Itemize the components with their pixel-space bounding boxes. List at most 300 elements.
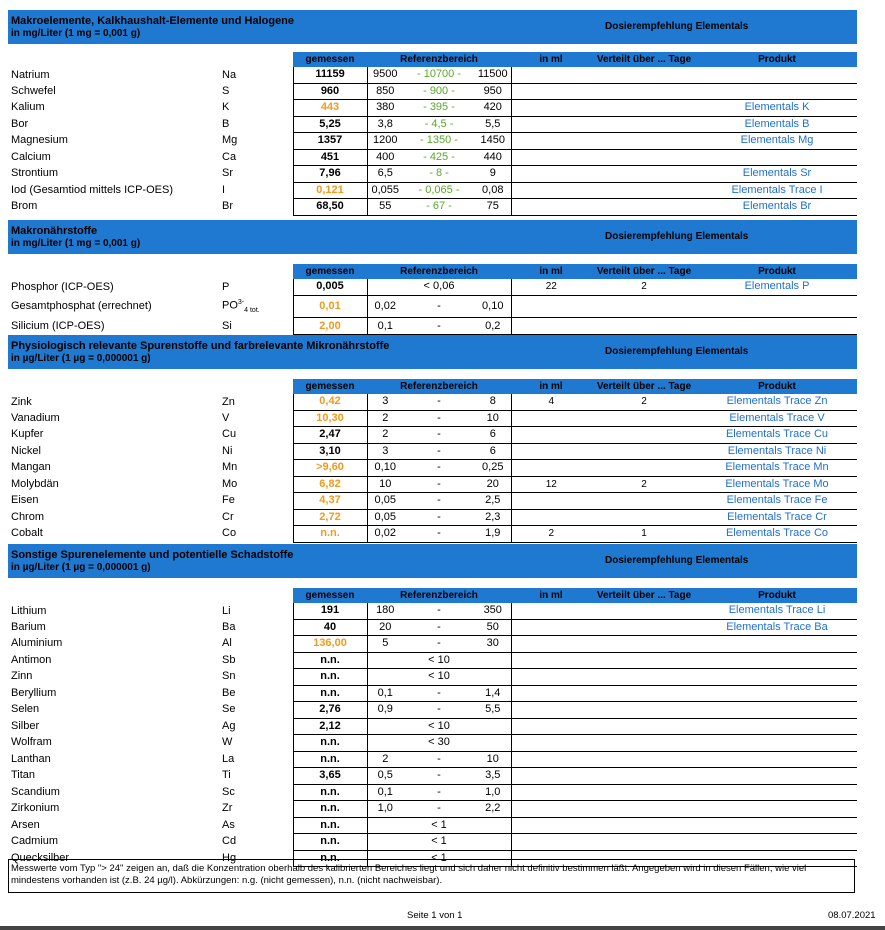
measured-value: 3,10: [293, 443, 367, 460]
element-name: Natrium: [11, 68, 50, 81]
dose-ml: [511, 718, 591, 735]
element-symbol-text: Ca: [222, 150, 237, 163]
dose-days: 2: [591, 279, 697, 295]
product-link[interactable]: Elementals Trace Zn: [697, 394, 857, 410]
measured-value: n.n.: [293, 652, 367, 669]
reference-range: < 10: [367, 652, 511, 669]
measured-value: 0,01: [293, 295, 367, 318]
section-unit: in mg/Liter (1 mg = 0,001 g): [11, 28, 141, 39]
measured-value: 0,42: [293, 394, 367, 410]
table-header-row: [8, 379, 857, 394]
element-symbol-text: Cd: [222, 835, 237, 848]
table-row: [8, 410, 857, 427]
reference-target: -: [403, 476, 475, 493]
element-name: Scandium: [11, 785, 60, 798]
element-symbol: [218, 182, 293, 199]
reference-low: 2: [367, 751, 403, 768]
dose-days: [591, 636, 697, 653]
reference-low: 0,055: [367, 182, 403, 199]
dose-days: [591, 149, 697, 166]
element-symbol: [218, 443, 293, 460]
reference-target: -: [403, 784, 475, 801]
element-symbol: [218, 100, 293, 117]
ml-header: in ml: [511, 52, 591, 67]
table-header-row: [8, 264, 857, 279]
product-link[interactable]: Elementals K: [697, 100, 857, 117]
product-link[interactable]: Elementals Mg: [697, 133, 857, 150]
element-symbol-text: Sr: [222, 167, 233, 180]
element-symbol: [218, 702, 293, 719]
element-name: Beryllium: [11, 686, 57, 699]
product-link[interactable]: [697, 669, 857, 686]
product-link[interactable]: [697, 768, 857, 785]
reference-high: 8: [475, 394, 511, 410]
reference-target: - 395 -: [403, 100, 475, 117]
range-header: Referenzbereich: [367, 379, 511, 394]
days-header: Verteilt über ... Tage: [591, 588, 697, 603]
section-title: Makronährstoffe: [11, 225, 98, 237]
blank-cell: [218, 52, 293, 67]
reference-high: 440: [475, 149, 511, 166]
element-symbol-text: Ba: [222, 620, 236, 633]
measured-value: n.n.: [293, 801, 367, 818]
product-link[interactable]: [697, 817, 857, 834]
element-name: Calcium: [11, 150, 51, 163]
product-link[interactable]: Elementals Trace Cr: [697, 509, 857, 526]
section-unit: in mg/Liter (1 mg = 0,001 g): [11, 238, 141, 249]
spacer: [8, 369, 857, 379]
element-symbol-text: I: [222, 183, 226, 196]
table-row: [8, 476, 857, 493]
element-name: Silber: [11, 719, 40, 732]
reference-high: 0,10: [475, 295, 511, 318]
table-row: [8, 199, 857, 216]
product-link[interactable]: Elementals Trace Cu: [697, 427, 857, 444]
table-row: [8, 279, 857, 295]
element-symbol: [218, 83, 293, 100]
element-symbol: [218, 801, 293, 818]
dose-ml: [511, 603, 591, 619]
element-symbol-text: Cr: [222, 510, 234, 523]
element-name: Lithium: [11, 604, 47, 617]
measured-value: n.n.: [293, 685, 367, 702]
element-symbol: [218, 295, 293, 318]
product-link[interactable]: Elementals Trace I: [697, 182, 857, 199]
reference-target: -: [403, 460, 475, 477]
element-name: Brom: [11, 200, 38, 213]
reference-target: - 900 -: [403, 83, 475, 100]
dose-ml: [511, 410, 591, 427]
table-row: [8, 116, 857, 133]
dose-ml: [511, 801, 591, 818]
reference-high: 1,9: [475, 526, 511, 543]
reference-target: -: [403, 410, 475, 427]
dose-days: [591, 509, 697, 526]
dose-ml: [511, 669, 591, 686]
section-header: [8, 10, 857, 44]
measured-value: 5,25: [293, 116, 367, 133]
table-row: [8, 460, 857, 477]
dose-days: [591, 493, 697, 510]
element-symbol: [218, 603, 293, 619]
blank-cell: [8, 379, 218, 394]
dose-ml: [511, 619, 591, 636]
element-name: Selen: [11, 703, 40, 716]
dose-days: 2: [591, 476, 697, 493]
product-link[interactable]: Elementals Br: [697, 199, 857, 216]
blank-cell: [218, 379, 293, 394]
reference-target: -: [403, 801, 475, 818]
measured-value: 2,72: [293, 509, 367, 526]
table-row: [8, 784, 857, 801]
table-row: [8, 619, 857, 636]
dose-days: [591, 166, 697, 183]
table-row: [8, 133, 857, 150]
element-name: Kalium: [11, 101, 45, 114]
table-row: [8, 526, 857, 543]
blank-cell: [218, 588, 293, 603]
dose-days: [591, 603, 697, 619]
days-header: Verteilt über ... Tage: [591, 52, 697, 67]
dosage-heading: Dosierempfehlung Elementals: [605, 231, 749, 242]
reference-range: < 0,06: [367, 279, 511, 295]
dose-days: [591, 751, 697, 768]
table-row: [8, 801, 857, 818]
table-row: [8, 603, 857, 619]
table-row: [8, 67, 857, 83]
product-link[interactable]: Elementals Trace Co: [697, 526, 857, 543]
element-symbol: [218, 652, 293, 669]
measured-value: 11159: [293, 67, 367, 83]
dosage-heading: Dosierempfehlung Elementals: [605, 555, 749, 566]
element-symbol: [218, 166, 293, 183]
dose-ml: [511, 493, 591, 510]
reference-target: -: [403, 702, 475, 719]
measured-value: 136,00: [293, 636, 367, 653]
blank-cell: [8, 52, 218, 67]
dose-ml: [511, 702, 591, 719]
table-row: [8, 509, 857, 526]
table-row: [8, 768, 857, 785]
product-link[interactable]: Elementals Trace Fe: [697, 493, 857, 510]
reference-low: 10: [367, 476, 403, 493]
reference-target: -: [403, 443, 475, 460]
dose-ml: [511, 768, 591, 785]
element-symbol: [218, 817, 293, 834]
dose-days: 2: [591, 394, 697, 410]
dose-days: [591, 443, 697, 460]
product-link[interactable]: Elementals Sr: [697, 166, 857, 183]
dose-ml: [511, 784, 591, 801]
measured-value: 10,30: [293, 410, 367, 427]
reference-high: 1,0: [475, 784, 511, 801]
product-header: Produkt: [697, 52, 857, 67]
dose-days: [591, 427, 697, 444]
reference-low: 20: [367, 619, 403, 636]
dose-ml: [511, 116, 591, 133]
reference-high: 10: [475, 751, 511, 768]
element-symbol-text: Cu: [222, 428, 237, 441]
element-name: Phosphor (ICP-OES): [11, 280, 114, 293]
element-symbol: [218, 669, 293, 686]
table-row: [8, 702, 857, 719]
dose-days: [591, 295, 697, 318]
dosage-heading: Dosierempfehlung Elementals: [605, 346, 749, 357]
element-symbol: [218, 636, 293, 653]
element-symbol: [218, 199, 293, 216]
reference-low: 6,5: [367, 166, 403, 183]
product-link[interactable]: [697, 702, 857, 719]
section-title: Physiologisch relevante Spurenstoffe und farbrelevante Mikronährstoffe: [11, 340, 390, 352]
measured-value: n.n.: [293, 784, 367, 801]
reference-low: 1,0: [367, 801, 403, 818]
product-link[interactable]: [697, 784, 857, 801]
table-row: [8, 83, 857, 100]
measured-header: gemessen: [293, 264, 367, 279]
element-symbol: [218, 685, 293, 702]
measured-value: n.n.: [293, 669, 367, 686]
product-link[interactable]: Elementals Trace Li: [697, 603, 857, 619]
reference-high: 5,5: [475, 702, 511, 719]
reference-target: - 67 -: [403, 199, 475, 216]
element-symbol-text: Mn: [222, 461, 238, 474]
product-link[interactable]: [697, 318, 857, 335]
blank-cell: [8, 588, 218, 603]
reference-low: 3: [367, 394, 403, 410]
reference-target: -: [403, 636, 475, 653]
blank-cell: [8, 264, 218, 279]
product-link[interactable]: [697, 149, 857, 166]
element-name: Chrom: [11, 510, 45, 523]
element-symbol-text: Sn: [222, 670, 236, 683]
reference-high: 950: [475, 83, 511, 100]
table-row: [8, 166, 857, 183]
section-4: [8, 544, 857, 867]
element-symbol-text: Sb: [222, 653, 236, 666]
reference-target: -: [403, 603, 475, 619]
reference-high: 1,4: [475, 685, 511, 702]
dose-days: [591, 182, 697, 199]
table-row: [8, 685, 857, 702]
product-link[interactable]: Elementals Trace Ba: [697, 619, 857, 636]
reference-target: -: [403, 751, 475, 768]
product-link[interactable]: [697, 652, 857, 669]
element-symbol-text: K: [222, 101, 230, 114]
dose-ml: [511, 318, 591, 335]
element-symbol-text: W: [222, 736, 233, 749]
values-table: [8, 52, 857, 216]
section-3: [8, 335, 857, 543]
section-1: [8, 10, 857, 216]
element-symbol-text: Br: [222, 200, 233, 213]
element-symbol: [218, 526, 293, 543]
reference-low: 55: [367, 199, 403, 216]
table-header-row: [8, 588, 857, 603]
measured-header: gemessen: [293, 588, 367, 603]
product-link[interactable]: Elementals Trace Ni: [697, 443, 857, 460]
dose-ml: [511, 443, 591, 460]
dose-ml: 4: [511, 394, 591, 410]
element-symbol-text: S: [222, 84, 230, 97]
product-link[interactable]: Elementals B: [697, 116, 857, 133]
table-row: [8, 100, 857, 117]
reference-low: 0,5: [367, 768, 403, 785]
element-symbol-text: Li: [222, 604, 231, 617]
measured-value: n.n.: [293, 526, 367, 543]
measured-header: gemessen: [293, 52, 367, 67]
element-symbol: [218, 116, 293, 133]
dose-ml: [511, 509, 591, 526]
element-name: Silicium (ICP-OES): [11, 319, 105, 332]
element-symbol-text: B: [222, 117, 230, 130]
reference-low: 1200: [367, 133, 403, 150]
product-link[interactable]: [697, 67, 857, 83]
element-name: Aluminium: [11, 637, 63, 650]
reference-target: - 4,5 -: [403, 116, 475, 133]
reference-high: 2,5: [475, 493, 511, 510]
reference-target: -: [403, 493, 475, 510]
element-symbol: [218, 493, 293, 510]
days-header: Verteilt über ... Tage: [591, 264, 697, 279]
reference-target: - 8 -: [403, 166, 475, 183]
element-symbol: [218, 768, 293, 785]
element-symbol-text: V: [222, 411, 230, 424]
reference-low: 380: [367, 100, 403, 117]
product-link[interactable]: [697, 295, 857, 318]
ml-header: in ml: [511, 588, 591, 603]
element-symbol: [218, 784, 293, 801]
element-symbol: [218, 67, 293, 83]
measured-value: n.n.: [293, 850, 367, 867]
table-row: [8, 318, 857, 335]
reference-high: 6: [475, 427, 511, 444]
reference-high: 75: [475, 199, 511, 216]
product-link[interactable]: Elementals Trace V: [697, 410, 857, 427]
reference-low: 0,05: [367, 493, 403, 510]
dose-ml: [511, 460, 591, 477]
table-row: [8, 636, 857, 653]
dose-days: [591, 619, 697, 636]
table-row: [8, 182, 857, 199]
table-row: [8, 718, 857, 735]
element-name: Nickel: [11, 444, 41, 457]
reference-range: < 30: [367, 735, 511, 752]
section-header: [8, 220, 857, 254]
element-symbol-text: Mo: [222, 477, 238, 490]
element-name: Arsen: [11, 818, 40, 831]
dose-ml: [511, 295, 591, 318]
footnote: Messwerte vom Typ "> 24" zeigen an, daß die Konzentration oberhalb des kalibrierten Bereiches liegt und sich daher nicht definitiv bestimmen läßt. Angegeben wird in diesen Fällen, wie viel mindestens vorhanden ist (z.B. 24 µg/l). Abkürzungen: n.g. (nicht gemessen), n.n. (nicht nachweisbar).: [8, 859, 855, 893]
element-symbol: [218, 751, 293, 768]
element-symbol-text: P: [222, 280, 230, 293]
measured-value: 68,50: [293, 199, 367, 216]
values-table: [8, 379, 857, 543]
section-unit: in µg/Liter (1 µg = 0,000001 g): [11, 562, 151, 573]
dose-days: [591, 133, 697, 150]
dose-ml: [511, 166, 591, 183]
element-name: Magnesium: [11, 134, 68, 147]
product-link[interactable]: [697, 685, 857, 702]
table-row: [8, 817, 857, 834]
element-symbol-text: Al: [222, 637, 232, 650]
reference-high: 2,2: [475, 801, 511, 818]
dose-ml: [511, 199, 591, 216]
element-name: Eisen: [11, 494, 39, 507]
reference-high: 5,5: [475, 116, 511, 133]
element-name: Molybdän: [11, 477, 59, 490]
dose-days: [591, 652, 697, 669]
reference-low: 0,05: [367, 509, 403, 526]
reference-high: 2,3: [475, 509, 511, 526]
element-symbol-text: Co: [222, 527, 237, 540]
dose-days: [591, 784, 697, 801]
range-header: Referenzbereich: [367, 588, 511, 603]
product-link[interactable]: [697, 718, 857, 735]
spacer: [8, 44, 857, 52]
product-link[interactable]: [697, 801, 857, 818]
section-title: Makroelemente, Kalkhaushalt-Elemente und Halogene: [11, 15, 295, 27]
element-symbol: [218, 834, 293, 851]
table-row: [8, 443, 857, 460]
reference-target: -: [403, 295, 475, 318]
dose-ml: 22: [511, 279, 591, 295]
reference-range: < 1: [367, 834, 511, 851]
dose-days: [591, 735, 697, 752]
element-name: Kupfer: [11, 428, 44, 441]
product-link[interactable]: [697, 735, 857, 752]
product-link[interactable]: Elementals P: [697, 279, 857, 295]
ml-header: in ml: [511, 264, 591, 279]
element-symbol-text: Ti: [222, 769, 231, 782]
element-symbol-text: Se: [222, 703, 236, 716]
reference-target: -: [403, 685, 475, 702]
product-link[interactable]: [697, 834, 857, 851]
element-name: Cobalt: [11, 527, 43, 540]
reference-high: 10: [475, 410, 511, 427]
dose-ml: [511, 735, 591, 752]
range-header: Referenzbereich: [367, 52, 511, 67]
element-symbol-text: PO: [222, 299, 238, 312]
product-link[interactable]: [697, 636, 857, 653]
reference-low: 0,1: [367, 318, 403, 335]
product-link[interactable]: Elementals Trace Mo: [697, 476, 857, 493]
measured-value: 2,76: [293, 702, 367, 719]
element-name: Vanadium: [11, 411, 60, 424]
reference-high: 9: [475, 166, 511, 183]
reference-target: -: [403, 394, 475, 410]
reference-low: 0,1: [367, 685, 403, 702]
section-header: [8, 544, 857, 578]
element-symbol-text: Mg: [222, 134, 238, 147]
table-row: [8, 834, 857, 851]
measured-value: 3,65: [293, 768, 367, 785]
product-link[interactable]: Elementals Trace Mn: [697, 460, 857, 477]
product-link[interactable]: [697, 751, 857, 768]
element-name: Gesamtphosphat (errechnet): [11, 299, 152, 312]
element-symbol-text: Si: [222, 319, 232, 332]
reference-range: < 1: [367, 850, 511, 867]
element-symbol: [218, 133, 293, 150]
product-link[interactable]: [697, 83, 857, 100]
element-name: Mangan: [11, 461, 51, 474]
measured-value: n.n.: [293, 834, 367, 851]
symbol-subscript: 4 tot.: [244, 306, 260, 314]
reference-target: -: [403, 526, 475, 543]
element-symbol-text: As: [222, 818, 235, 831]
reference-low: 0,02: [367, 526, 403, 543]
table-row: [8, 295, 857, 318]
bottom-border: [0, 926, 885, 930]
